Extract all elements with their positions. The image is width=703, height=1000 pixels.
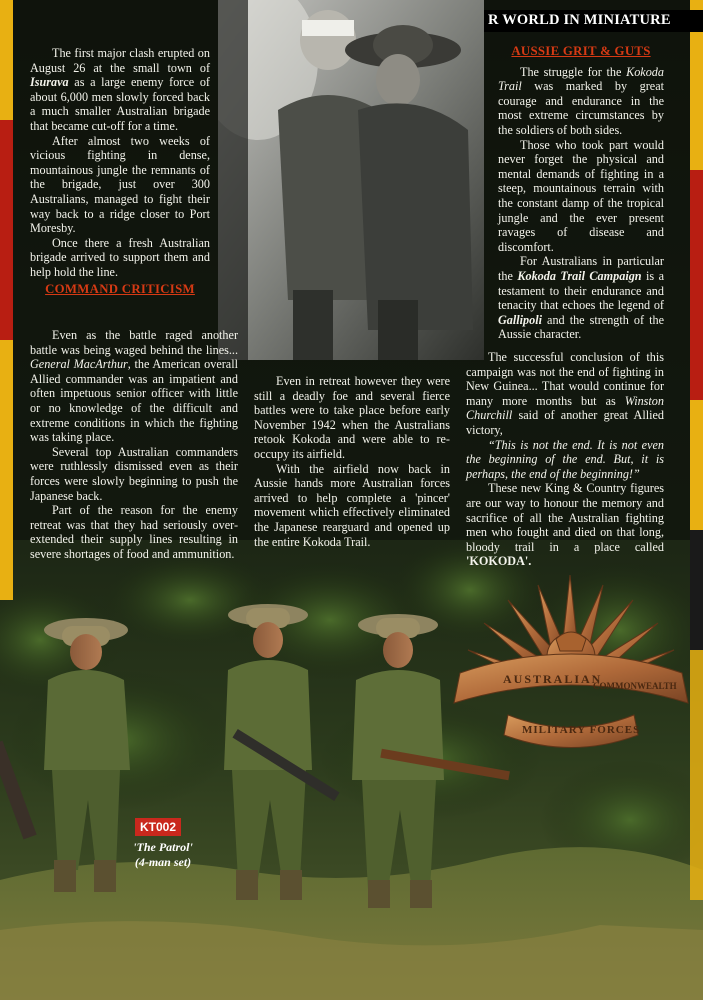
- product-set: (4-man set): [134, 855, 192, 869]
- paragraph: Those who took part would never forget the physical and mental demands of fighting in a steep, mountainous terrain with the constant damp of the tropical jungle and the ever present ravages of disease and discomfort.: [498, 137, 664, 254]
- emblem-right-text: COMMONWEALTH: [593, 681, 677, 691]
- rising-sun-badge: [448, 555, 693, 755]
- product-name: 'The Patrol': [133, 840, 193, 854]
- paragraph: Even as the battle raged another battle was being waged behind the lines... General MacArthur, the American overall Allied commander was an impatient and often impetuous senior officer with little or no knowledge of the difficult and extreme conditions in which the fighting was taking place.: [30, 328, 238, 445]
- paragraph: Several top Australian commanders were ruthlessly dismissed even as their forces were slowly beginning to push the Japanese back.: [30, 444, 238, 503]
- paragraph: Part of the reason for the enemy retreat was that they had seriously over-extended their supply lines resulting in severe shortages of food and ammunition.: [30, 503, 238, 561]
- subheading-command-criticism: COMMAND CRITICISM: [45, 281, 195, 296]
- left-column: [30, 46, 210, 302]
- historic-photo: [218, 0, 484, 360]
- product-code-badge: KT002: [135, 818, 181, 836]
- paragraph: Once there a fresh Australian brigade arrived to support them and help hold the line.: [30, 235, 210, 279]
- quote: “This is not the end. It is not even the beginning of the end. But, it is perhaps, the end of the beginning!”: [466, 437, 664, 481]
- header-title: R WORLD IN MINIATURE: [488, 12, 671, 28]
- paragraph: For Australians in particular the Kokoda Trail Campaign is a testament to their endurance and tenacity that echoes the legend of Gallipoli and the strength of the Aussie character.: [498, 254, 664, 342]
- paragraph: After almost two weeks of vicious fighting in dense, mountainous jungle the remnants of the brigade, just over 300 Australians, managed to fight their way back to a ridge closer to Port Moresby.: [30, 133, 210, 236]
- emblem-top-text: AUSTRALIAN: [503, 672, 603, 686]
- paragraph: The struggle for the Kokoda Trail was marked by great courage and endurance in the most extreme circumstances by the soldiers of both sides.: [498, 64, 664, 137]
- middle-column: [254, 374, 450, 549]
- paragraph: The successful conclusion of this campaign was not the end of fighting in New Guinea... That would continue for many more months but as Winston Churchill said of another great Allied victory,: [466, 350, 664, 437]
- paragraph: The first major clash erupted on August 26 at the small town of Isurava as a large enemy force of about 6,000 men slowly forced back a much smaller Australian brigade that became cut-off for a time.: [30, 46, 210, 133]
- product-caption: [102, 840, 224, 870]
- emblem-bottom-text: MILITARY FORCES: [522, 724, 641, 736]
- left-column-lower: [30, 328, 238, 562]
- paragraph: With the airfield now back in Aussie hands more Australian forces arrived to help complete a 'pincer' movement which effectively eliminated the Japanese rearguard and opened up the entire Kokoda Trail.: [254, 461, 450, 549]
- paragraph: Even in retreat however they were still a deadly foe and several fierce battles were to take place before early November 1942 when the Australians retook Kokoda and were able to re-occupy its airfield.: [254, 374, 450, 461]
- right-column: [498, 42, 664, 342]
- paragraph: These new King & Country figures are our way to honour the memory and sacrifice of all the Australian fighting men who fought and died on that long, bloody trail in a place called 'KOKODA'.: [466, 481, 664, 569]
- right-column-lower: [466, 350, 664, 569]
- subheading-aussie-grit: AUSSIE GRIT & GUTS: [511, 44, 651, 58]
